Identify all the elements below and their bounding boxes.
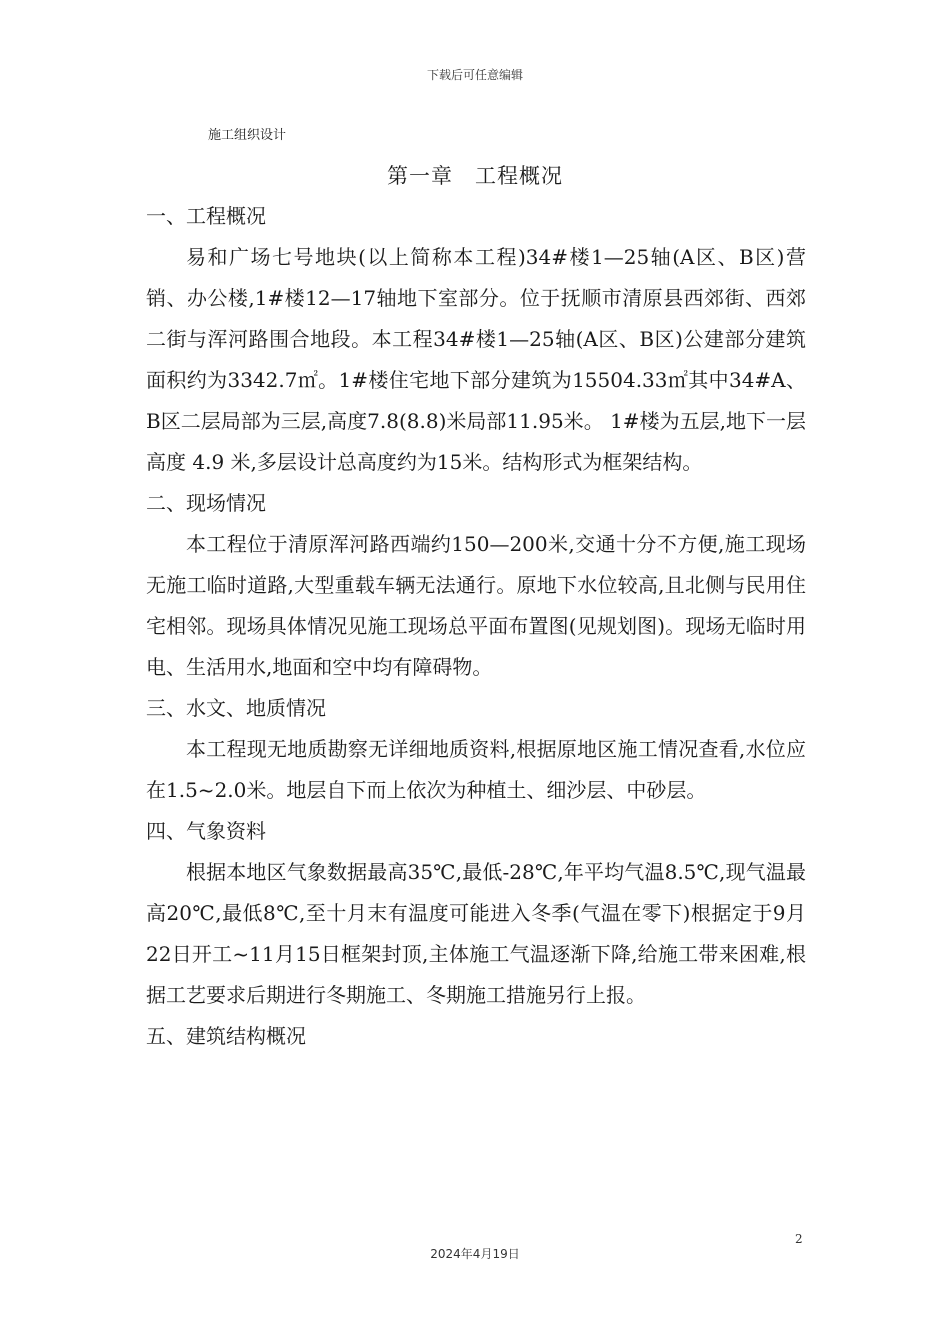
document-label: 施工组织设计 (208, 128, 287, 143)
section-heading: 二、现场情况 (146, 491, 266, 515)
section-paragraph: 根据本地区气象数据最高35℃,最低-28℃,年平均气温8.5℃,现气温最高20℃,最低8℃,至十月末有温度可能进入冬季(气温在零下)根据定于9月22日开工~11月15日框架封顶,主体施工气温逐渐下降,给施工带来困难,根据工艺要求后期进行冬期施工、冬期施工措施另行上报。 (146, 860, 806, 1007)
footer-date: 2024年4月19日 (430, 1247, 520, 1261)
chapter-title: 第一章 工程概况 (387, 164, 563, 188)
section-heading: 四、气象资料 (146, 819, 266, 843)
section-paragraph: 本工程现无地质勘察无详细地质资料,根据原地区施工情况查看,水位应在1.5~2.0米。地层自下而上依次为种植土、细沙层、中砂层。 (146, 737, 806, 802)
section-paragraph: 易和广场七号地块(以上简称本工程)34#楼1—25轴(A区、B区)营销、办公楼,1#楼12—17轴地下室部分。位于抚顺市清原县西郊街、西郊二街与浑河路围合地段。本工程34#楼1—25轴(A区、B区)公建部分建筑面积约为3342.7㎡。1#楼住宅地下部分建筑为15504.33㎡其中34#A、B区二层局部为三层,高度7.8(8.8)米局部11.95米。 1#楼为五层,地下一层高度 4.9 米,多层设计总高度约为15米。结构形式为框架结构。 (146, 245, 806, 474)
header-note: 下载后可任意编辑 (426, 68, 523, 82)
document-body (146, 196, 806, 1057)
section-paragraph: 本工程位于清原浑河路西端约150—200米,交通十分不方便,施工现场无施工临时道路,大型重载车辆无法通行。原地下水位较高,且北侧与民用住宅相邻。现场具体情况见施工现场总平面布置图(见规划图)。现场无临时用电、生活用水,地面和空中均有障碍物。 (146, 532, 806, 679)
section-heading: 三、水文、地质情况 (146, 696, 326, 720)
section-heading: 一、工程概况 (146, 204, 266, 228)
section-heading: 五、建筑结构概况 (146, 1024, 306, 1048)
page-number: 2 (795, 1232, 803, 1246)
